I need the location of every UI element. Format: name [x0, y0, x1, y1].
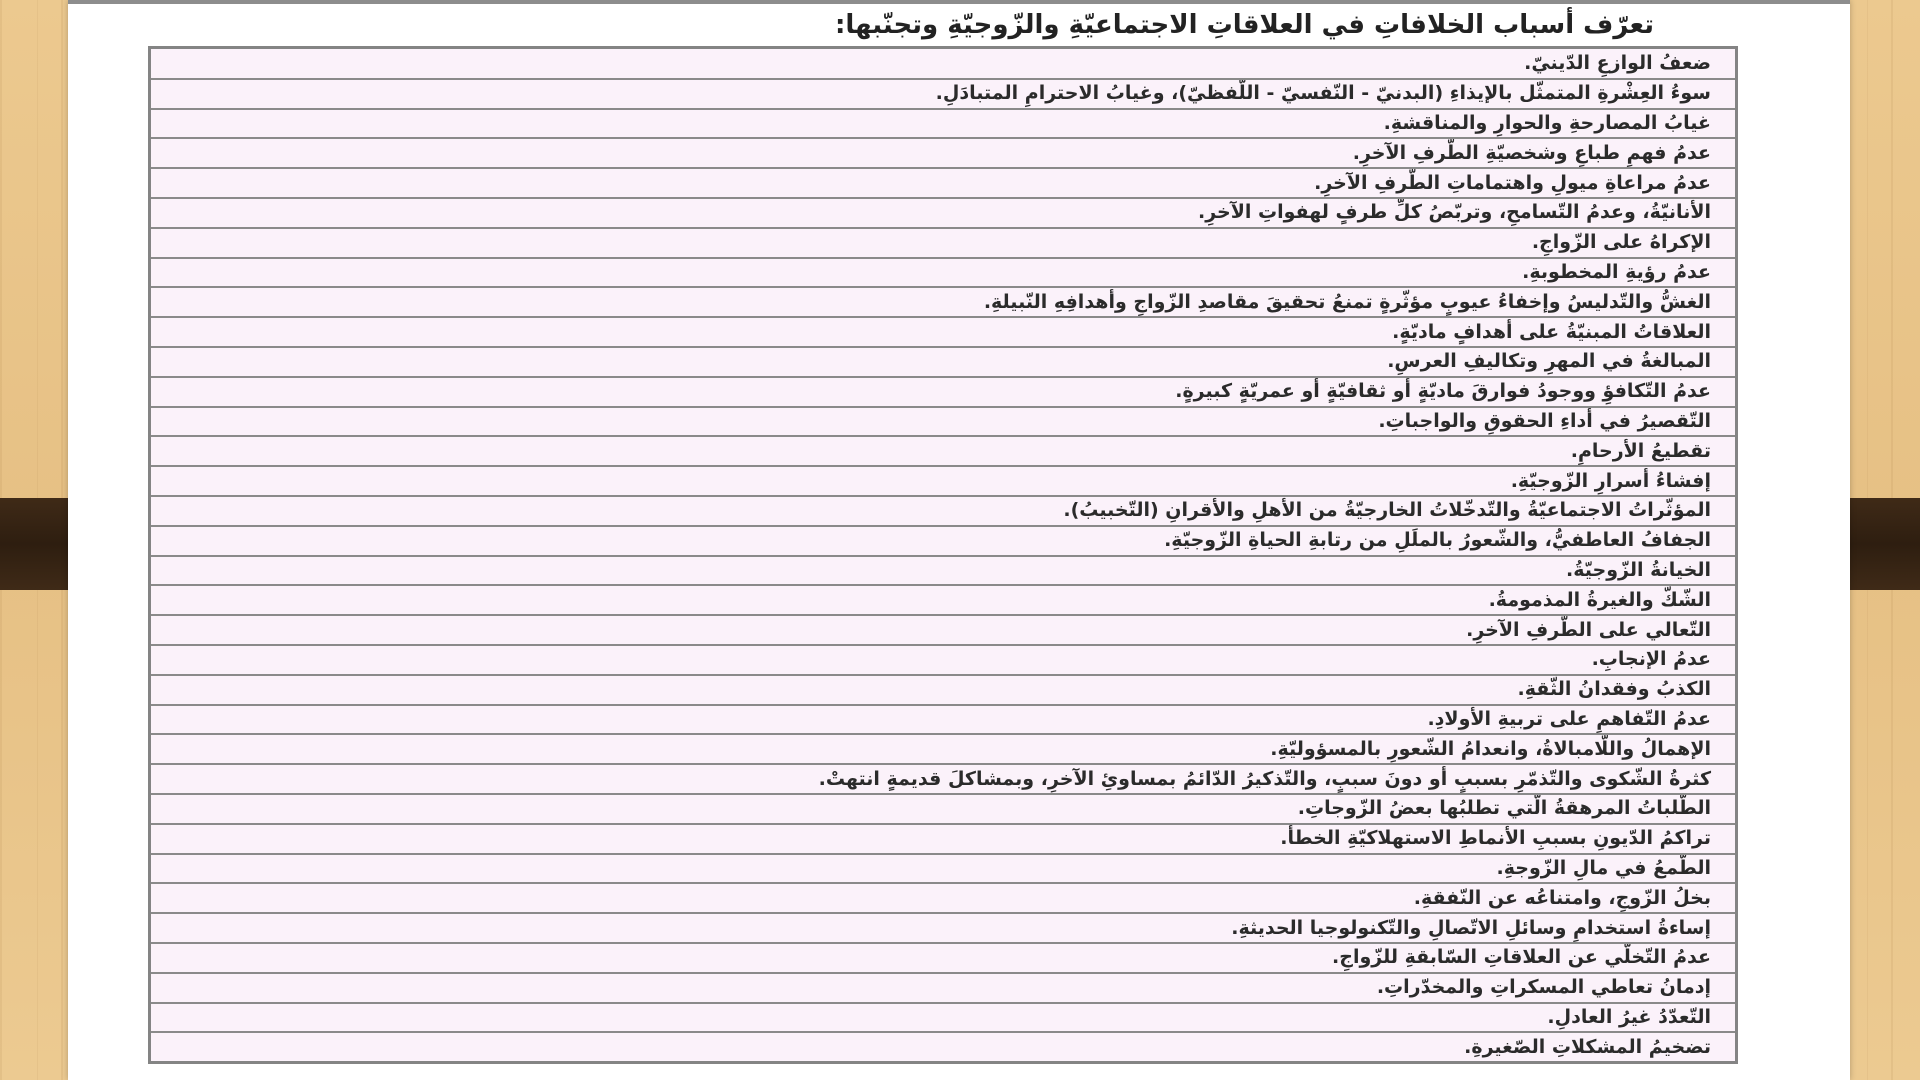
cause-cell: تراكمُ الدّيونِ بسببِ الأنماطِ الاستهلاكيّةِ الخطأ. [151, 824, 1735, 854]
cause-cell: إدمانُ تعاطي المسكراتِ والمخدّراتِ. [151, 973, 1735, 1003]
cause-cell: بخلُ الزّوجِ، وامتناعُه عن النّفقةِ. [151, 883, 1735, 913]
cause-cell: عدمُ التّكافؤِ ووجودُ فوارقَ ماديّةٍ أو ثقافيّةٍ أو عمريّةٍ كبيرةٍ. [151, 377, 1735, 407]
table-row [151, 258, 1735, 288]
cause-cell: عدمُ رؤيةِ المخطوبةِ. [151, 258, 1735, 288]
table-row [151, 824, 1735, 854]
causes-table-frame [148, 46, 1738, 1064]
table-row [151, 645, 1735, 675]
cause-cell: تضخيمُ المشكلاتِ الصّغيرةِ. [151, 1032, 1735, 1062]
cause-cell: التّعالي على الطّرفِ الآخرِ. [151, 615, 1735, 645]
table-row [151, 138, 1735, 168]
slide-heading: تعرّف أسباب الخلافاتِ في العلاقاتِ الاجتماعيّةِ والزّوجيّةِ وتجنّبها: [834, 10, 1654, 40]
table-row [151, 168, 1735, 198]
table-row [151, 943, 1735, 973]
table-row [151, 407, 1735, 437]
causes-table-body [151, 49, 1735, 1062]
table-row [151, 794, 1735, 824]
cause-cell: الإهمالُ واللّامبالاةُ، وانعدامُ الشّعورِ بالمسؤوليّةِ. [151, 734, 1735, 764]
table-row [151, 49, 1735, 79]
table-row [151, 973, 1735, 1003]
table-row [151, 615, 1735, 645]
page-top-border [68, 0, 1850, 4]
table-row [151, 496, 1735, 526]
table-row [151, 109, 1735, 139]
cause-cell: تقطيعُ الأرحامِ. [151, 436, 1735, 466]
table-row [151, 556, 1735, 586]
cause-cell: سوءُ العِشْرةِ المتمثّل بالإيذاءِ (البدنيّ - النّفسيّ - اللّفظيّ)، وغيابُ الاحترامِ المتبادَلِ. [151, 79, 1735, 109]
cause-cell: عدمُ الإنجابِ. [151, 645, 1735, 675]
cause-cell: الجفافُ العاطفيُّ، والشّعورُ بالملَلِ من رتابةِ الحياةِ الزّوجيّةِ. [151, 526, 1735, 556]
table-row [151, 287, 1735, 317]
table-row [151, 79, 1735, 109]
cause-cell: ضعفُ الوازعِ الدّينيّ. [151, 49, 1735, 79]
table-row [151, 913, 1735, 943]
table-row [151, 466, 1735, 496]
cause-cell: كثرةُ الشّكوى والتّذمّرِ بسببٍ أو دونَ سببٍ، والتّذكيرُ الدّائمُ بمساوئِ الآخرِ، وبمشاكلَ قديمةٍ انتهتْ. [151, 764, 1735, 794]
cause-cell: عدمُ مراعاةِ ميولِ واهتماماتِ الطّرفِ الآخرِ. [151, 168, 1735, 198]
causes-table [151, 49, 1735, 1062]
table-row [151, 1032, 1735, 1062]
cause-cell: عدمُ التّفاهمِ على تربيةِ الأولادِ. [151, 705, 1735, 735]
table-row [151, 526, 1735, 556]
table-row [151, 317, 1735, 347]
table-row [151, 585, 1735, 615]
cause-cell: التّقصيرُ في أداءِ الحقوقِ والواجباتِ. [151, 407, 1735, 437]
cause-cell: إفشاءُ أسرارِ الزّوجيّةِ. [151, 466, 1735, 496]
cause-cell: العلاقاتُ المبنيّةُ على أهدافٍ ماديّةٍ. [151, 317, 1735, 347]
cause-cell: الغشُّ والتّدليسُ وإخفاءُ عيوبٍ مؤثّرةٍ تمنعُ تحقيقَ مقاصدِ الزّواجِ وأهدافِهِ النّبيلةِ. [151, 287, 1735, 317]
cause-cell: الإكراهُ على الزّواجِ. [151, 228, 1735, 258]
cause-cell: إساءةُ استخدامِ وسائلِ الاتّصالِ والتّكنولوجيا الحديثةِ. [151, 913, 1735, 943]
table-row [151, 347, 1735, 377]
cause-cell: الطّمعُ في مالِ الزّوجةِ. [151, 854, 1735, 884]
cause-cell: الطّلباتُ المرهقةُ الّتي تطلبُها بعضُ الزّوجاتِ. [151, 794, 1735, 824]
table-row [151, 764, 1735, 794]
table-row [151, 734, 1735, 764]
table-row [151, 198, 1735, 228]
cause-cell: الشّكُّ والغيرةُ المذمومةُ. [151, 585, 1735, 615]
table-row [151, 377, 1735, 407]
cause-cell: الكذبُ وفقدانُ الثّقةِ. [151, 675, 1735, 705]
cause-cell: عدمُ التّخلّي عن العلاقاتِ السّابقةِ للزّواجِ. [151, 943, 1735, 973]
cause-cell: التّعدّدُ غيرُ العادلِ. [151, 1003, 1735, 1033]
table-row [151, 1003, 1735, 1033]
table-row [151, 705, 1735, 735]
slide-page [68, 0, 1850, 1080]
table-row [151, 854, 1735, 884]
cause-cell: المبالغةُ في المهرِ وتكاليفِ العرسِ. [151, 347, 1735, 377]
table-row [151, 436, 1735, 466]
cause-cell: عدمُ فهمِ طباعِ وشخصيّةِ الطّرفِ الآخرِ. [151, 138, 1735, 168]
table-row [151, 883, 1735, 913]
table-row [151, 675, 1735, 705]
cause-cell: المؤثّراتُ الاجتماعيّةُ والتّدخّلاتُ الخارجيّةُ من الأهلِ والأقرانِ (التّخبيبُ). [151, 496, 1735, 526]
cause-cell: غيابُ المصارحةِ والحوارِ والمناقشةِ. [151, 109, 1735, 139]
table-row [151, 228, 1735, 258]
cause-cell: الخيانةُ الزّوجيّةُ. [151, 556, 1735, 586]
cause-cell: الأنانيّةُ، وعدمُ التّسامحِ، وتربّصُ كلِّ طرفٍ لهفواتِ الآخرِ. [151, 198, 1735, 228]
